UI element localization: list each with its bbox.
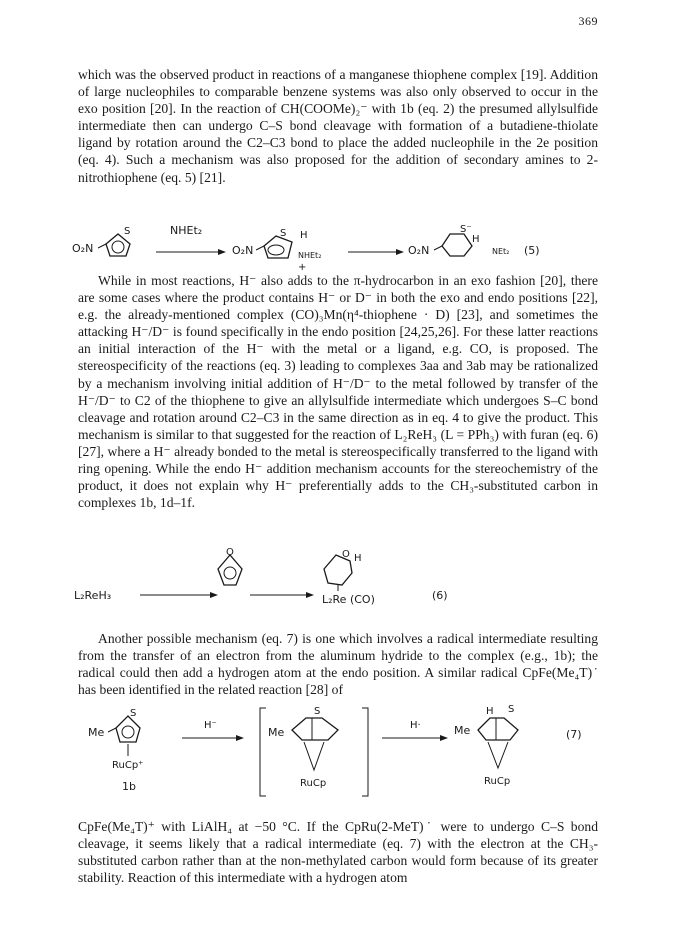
equation-number: (7) (566, 728, 582, 741)
product-label: L₂Re (CO) (322, 593, 375, 606)
thiolate-label: S⁻ (460, 224, 472, 235)
hydrogen-label: H (354, 553, 362, 564)
sulfur-label: S (130, 708, 137, 719)
equation-5 (60, 220, 620, 273)
metal-fragment-label: RuCp (484, 776, 511, 787)
metal-fragment-label: RuCp (300, 778, 327, 789)
hydrogen-label: H (486, 706, 494, 717)
reactant-label: L₂ReH₃ (74, 589, 112, 602)
compound-label: 1b (122, 780, 136, 793)
hydrogen-atom-label: H· (410, 720, 421, 731)
amine-label: NHEt₂ (298, 251, 322, 260)
sulfur-label: S (280, 228, 287, 239)
paragraph-3: Another possible mechanism (eq. 7) is one which involves a radical intermediate resulting from the transfer of an electron from the aluminum hydride to the complex (e.g., 1b); the radical could then add a hydrogen atom at the endo position. A similar radical CpFe(Me₄T)˙ has been identified in the related reaction [28] of (78, 631, 598, 698)
metal-fragment-label: RuCp⁺ (112, 760, 144, 771)
amine-label: NEt₂ (492, 247, 510, 256)
paragraph-2: While in most reactions, H⁻ also adds to the π-hydrocarbon in an exo fashion [20], there are some cases where the product contains H⁻ or D⁻ in both the exo and endo positions [22], e.g. the already-mentioned complex (CO)₃Mn(η⁴-thiophene · D) [23], and sometimes the attacking H⁻/D⁻ is found specifically in the endo position [24,25,26]. For these latter reactions an initial interaction of the H⁻ with the metal or a ligand, e.g. CO, is proposed. The stereospecificity of the reactions (eq. 3) leading to complexes 3aa and 3ab may be rationalized by a mechanism involving initial addition of H⁻/D⁻ to the metal followed by transfer of the H⁻/D⁻ to C2 of the thiophene to give an allylsulfide intermediate which undergoes S–C bond cleavage and rotation around C2–C3 in the same direction as in eq. 4 to give the product. This mechanism is similar to that suggested for the reaction of L₂ReH₃ (L = PPh₃) with furan (eq. 6) [27], where a H⁻ already bonded to the metal is stereospecifically transferred to the ligand with ring opening. While the endo H⁻ addition mechanism accounts for the stereochemistry of the product, it does not explain why H⁻ preferentially adds to the CH₃-substituted carbon in complexes 1b, 1d–1f. (78, 273, 598, 511)
paragraph-4: CpFe(Me₄T)⁺ with LiAlH₄ at −50 °C. If the CpRu(2-MeT)˙ were to undergo C–S bond cleavage, it seems likely that a radical intermediate (eq. 7) with the electron at the CH₃-substituted carbon rather than at the non-methylated carbon would form because of its greater stability. Reaction of this intermediate with a hydrogen atom (78, 819, 598, 886)
paragraph-1: which was the observed product in reactions of a manganese thiophene complex [19]. Addition of large nucleophiles to comparable benzene systems was also only observed to occur in the exo position [20]. In the reaction of CH(COOMe)₂⁻ with 1b (eq. 2) the presumed allylsulfide intermediate then can undergo C–S bond cleavage with formation of a butadiene-thiolate ligand by rotation around the C2–C3 bond to place the added nucleophile in the 2e position (eq. 4). Such a mechanism was also proposed for the addition of secondary amines to 2-nitrothiophene (eq. 5) [21]. (78, 67, 598, 185)
oxygen-label: O (342, 549, 350, 560)
methyl-label: Me (454, 724, 471, 737)
methyl-label: Me (268, 726, 285, 739)
o2n-label: O₂N (72, 242, 94, 255)
plus-charge: + (298, 262, 307, 273)
equation-number: (6) (432, 589, 448, 602)
sulfur-label: S (124, 226, 131, 237)
equation-6 (60, 545, 620, 620)
o2n-label: O₂N (408, 244, 430, 257)
oxygen-label: O (226, 547, 234, 558)
hydride-label: H⁻ (204, 720, 217, 731)
o2n-label: O₂N (232, 244, 254, 257)
equation-number: (5) (524, 244, 540, 257)
sulfur-label: S (314, 706, 321, 717)
equation-7 (60, 700, 620, 808)
page-number: 369 (578, 14, 598, 28)
hydrogen-label: H (472, 234, 480, 245)
methyl-label: Me (88, 726, 105, 739)
sulfur-label: S (508, 704, 515, 715)
hydrogen-label: H (300, 230, 308, 241)
reagent-label: NHEt₂ (170, 224, 203, 237)
